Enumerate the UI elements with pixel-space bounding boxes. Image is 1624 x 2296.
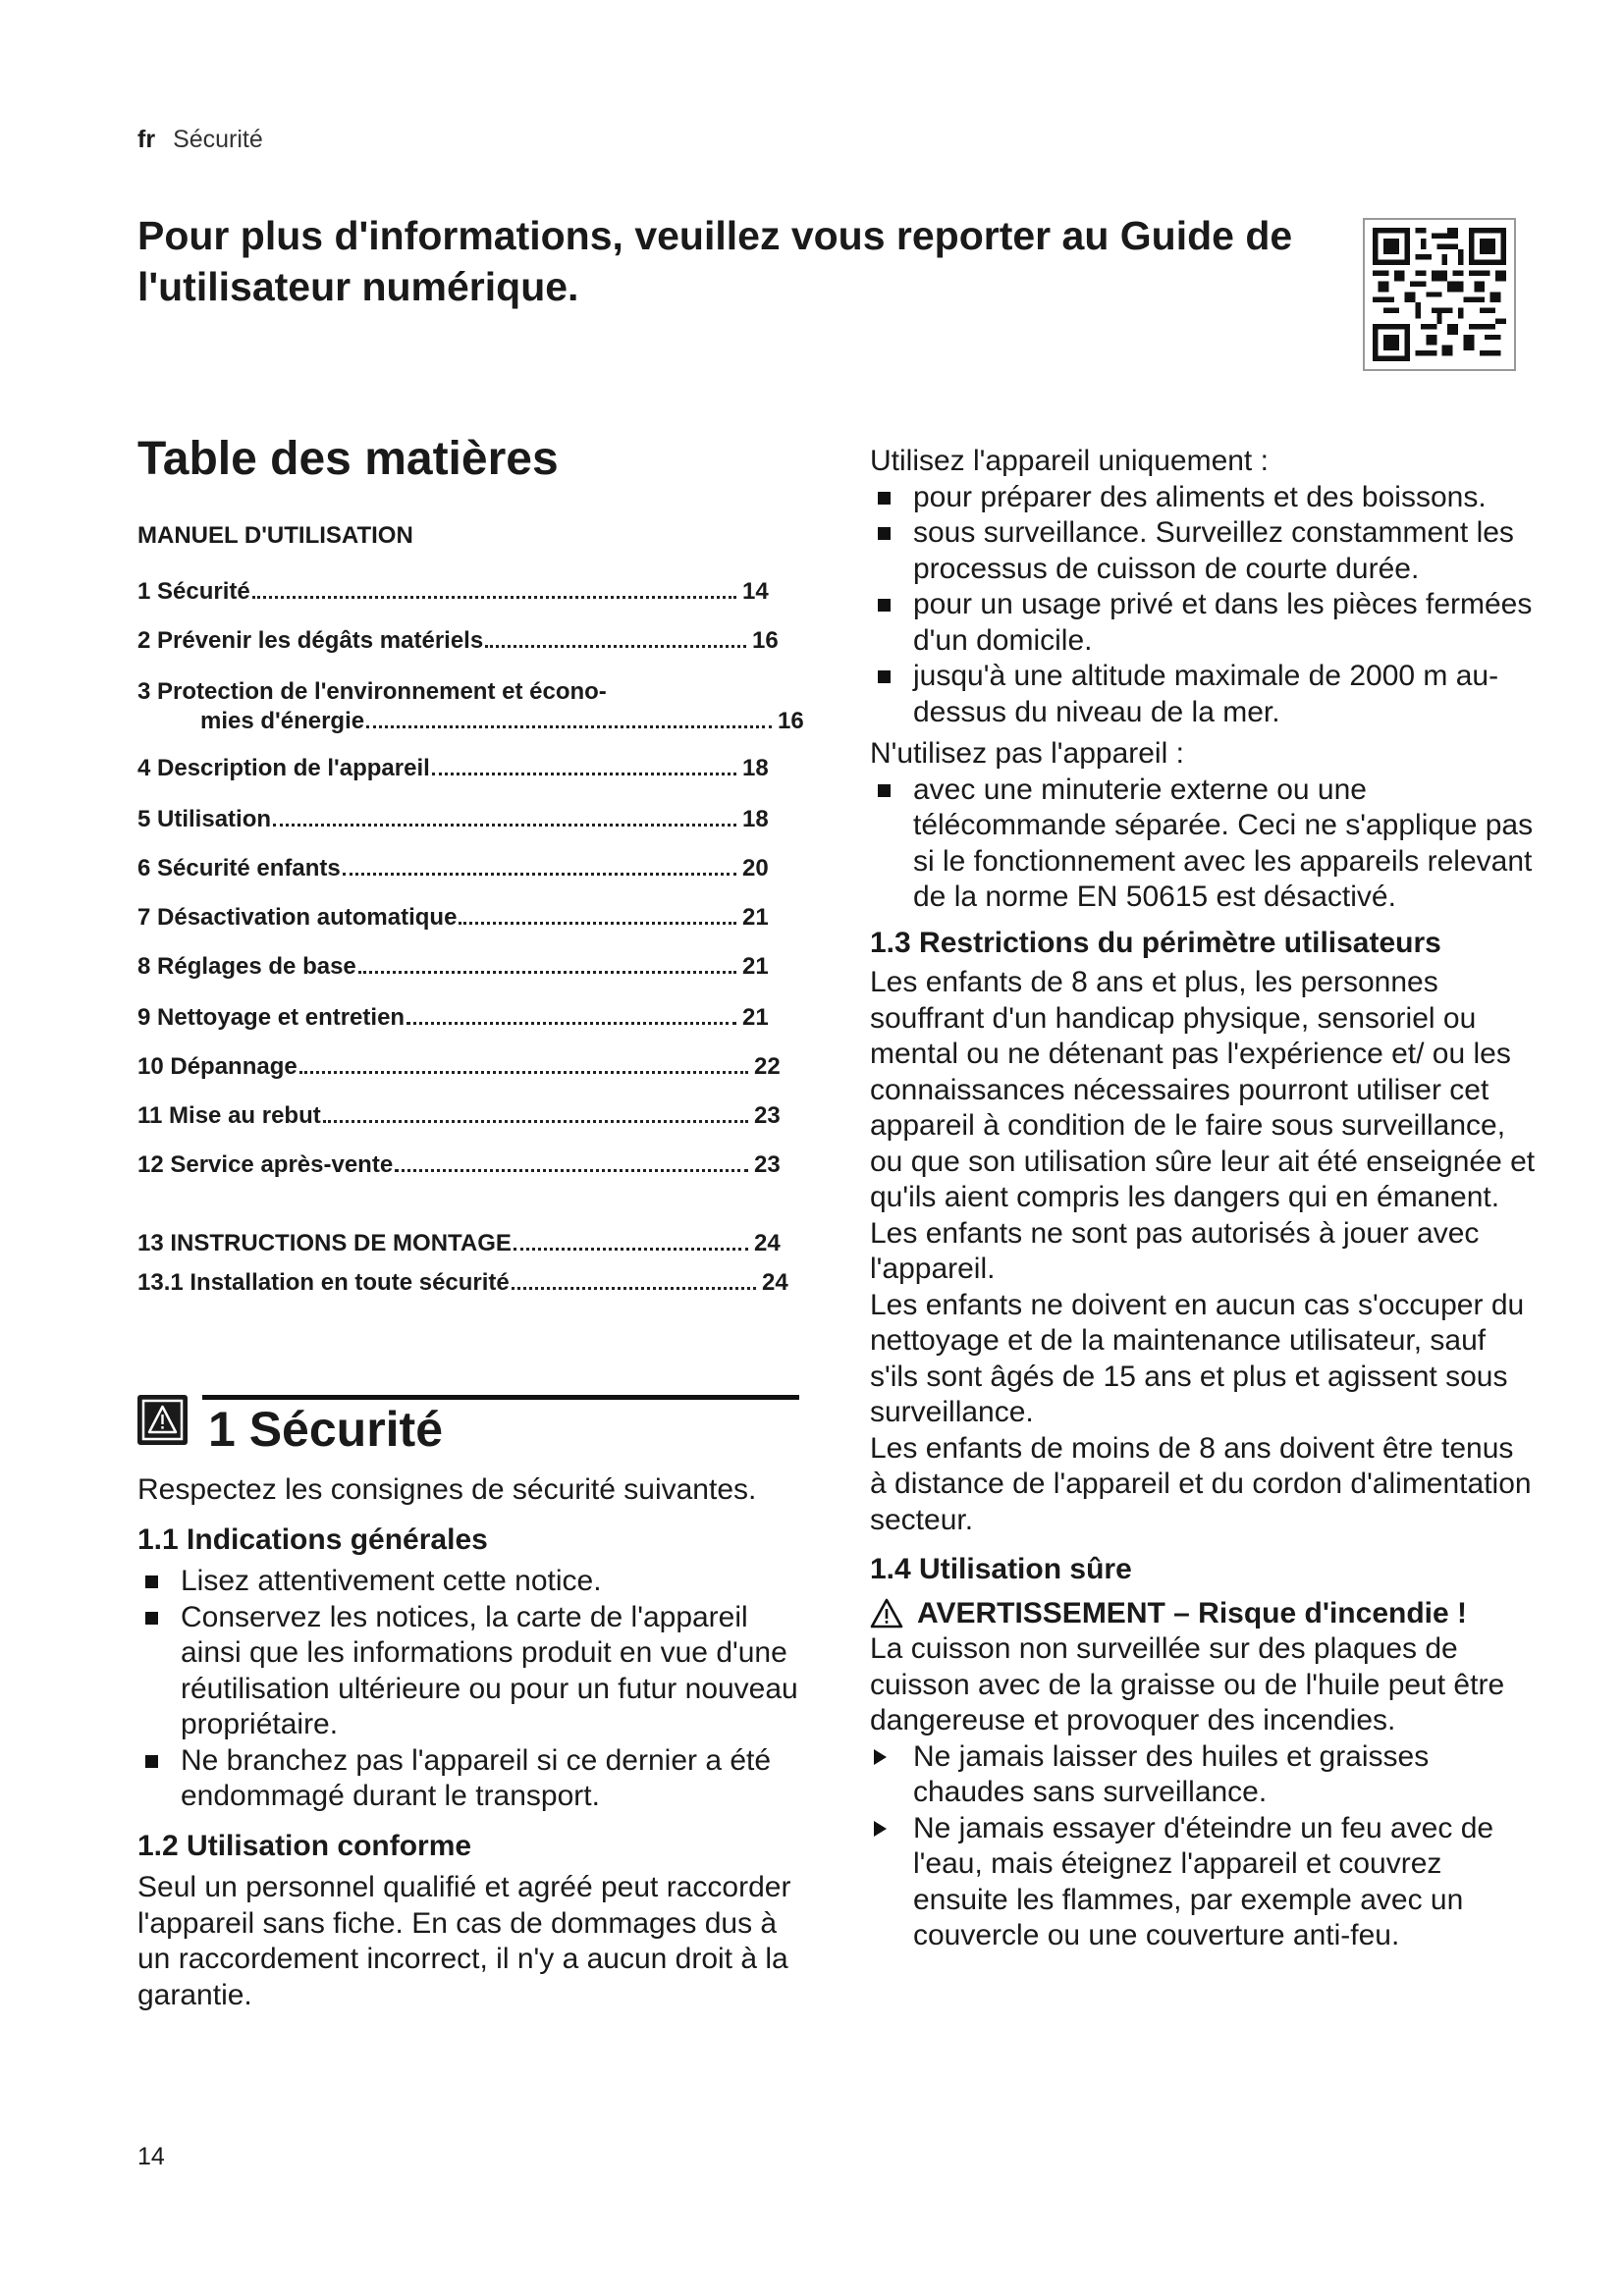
header-section: Sécurité (173, 126, 263, 153)
paragraph: Les enfants de moins de 8 ans doivent être tenus à distance de l'appareil et du cordon d'alimentation secteur. (870, 1431, 1532, 1536)
digital-guide-banner: Pour plus d'informations, veuillez vous reporter au Guide de l'utilisateur numérique. (137, 213, 1293, 309)
right-column (870, 444, 1538, 1954)
toc-entry[interactable]: 10 Dépannage 22 (137, 1053, 781, 1080)
fire-safety-steps (870, 1739, 1538, 1954)
toc-subtitle: MANUEL D'UTILISATION (137, 522, 413, 549)
toc-entry[interactable]: 8 Réglages de base 21 (137, 953, 769, 980)
list-item: Ne jamais essayer d'éteindre un feu avec de l'eau, mais éteignez l'appareil et couvrez ensuite les flammes, par exemple avec un couvercle ou une couverture anti-feu. (870, 1811, 1538, 1954)
toc-title: Table des matières (137, 433, 559, 485)
toc-entry[interactable]: 13 INSTRUCTIONS DE MONTAGE 24 (137, 1230, 781, 1256)
list-item: avec une minuterie externe ou une télécommande séparée. Ceci ne s'applique pas si le fonctionnement avec les appareils relevant de la norme EN 50615 est désactivé. (870, 773, 1538, 916)
toc-entry[interactable]: 12 Service après-vente 23 (137, 1151, 781, 1178)
toc-entry[interactable]: 7 Désactivation automatique 21 (137, 904, 769, 931)
heading-1-3: 1.3 Restrictions du périmètre utilisateurs (870, 926, 1441, 959)
warning-triangle-icon (870, 1598, 903, 1629)
toc-entry[interactable]: 11 Mise au rebut 23 (137, 1102, 781, 1129)
heading-1-4: 1.4 Utilisation sûre (870, 1553, 1132, 1585)
paragraph: La cuisson non surveillée sur des plaques de cuisson avec de la graisse ou de l'huile peut être dangereuse et provoquer des incendies. (870, 1632, 1505, 1736)
paragraph: N'utilisez pas l'appareil : (870, 737, 1184, 770)
toc-entry[interactable]: 3 Protection de l'environnement et écono- mies d'énergie 16 (137, 678, 804, 734)
section-intro: Respectez les consignes de sécurité suivantes. (137, 1473, 757, 1506)
heading-1-1: 1.1 Indications générales (137, 1522, 488, 1556)
paragraph: Les enfants ne doivent en aucun cas s'occuper du nettoyage et de la maintenance utilisateur, sauf s'ils sont âgés de 15 ans et plus et agissent sous surveillance. (870, 1288, 1525, 1428)
section-title: 1 Sécurité (208, 1402, 444, 1457)
paragraph: Les enfants ne sont pas autorisés à jouer avec l'appareil. (870, 1216, 1480, 1285)
list-item: Ne jamais laisser des huiles et graisses chaudes sans surveillance. (870, 1739, 1538, 1811)
page-number: 14 (137, 2143, 165, 2170)
running-header (137, 126, 263, 154)
list-item: sous surveillance. Surveillez constamment les processus de cuisson de courte durée. (870, 515, 1538, 587)
toc-entry[interactable]: 9 Nettoyage et entretien 21 (137, 1004, 769, 1031)
qr-code-icon (1373, 228, 1506, 361)
paragraph: Seul un personnel qualifié et agréé peut raccorder l'appareil sans fiche. En cas de dommages dus à un raccordement incorrect, il n'y a aucun droit à la garantie. (137, 1871, 791, 2011)
fire-warning: AVERTISSEMENT – Risque d'incendie ! (870, 1596, 1538, 1632)
list-item: Lisez attentivement cette notice. (137, 1564, 805, 1600)
toc-entry[interactable]: 4 Description de l'appareil 18 (137, 755, 769, 781)
toc-entry[interactable]: 2 Prévenir les dégâts matériels 16 (137, 627, 779, 654)
qr-code[interactable] (1363, 218, 1516, 371)
left-column (137, 1472, 805, 2013)
heading-1-2: 1.2 Utilisation conforme (137, 1829, 472, 1862)
toc-entry[interactable]: 1 Sécurité 14 (137, 578, 769, 605)
toc-entry[interactable]: 13.1 Installation en toute sécurité 24 (137, 1269, 788, 1296)
list-item: pour un usage privé et dans les pièces fermées d'un domicile. (870, 587, 1538, 659)
paragraph: Les enfants de 8 ans et plus, les personnes souffrant d'un handicap physique, sensoriel ou mental ou ne détenant pas l'expérience et/ ou les connaissances nécessaires pourront utiliser cet appareil à condition de le faire sous surveillance, ou que son utilisation sûre leur ait été enseignée et qu'ils aient compris les dangers qui en émanent. (870, 966, 1536, 1213)
list-item: jusqu'à une altitude maximale de 2000 m au-dessus du niveau de la mer. (870, 659, 1538, 730)
no-use-list (870, 773, 1538, 916)
toc-entry[interactable]: 5 Utilisation 18 (137, 806, 769, 832)
list-item: Ne branchez pas l'appareil si ce dernier a été endommagé durant le transport. (137, 1743, 805, 1815)
toc-entry[interactable]: 6 Sécurité enfants 20 (137, 855, 769, 881)
list-item: Conservez les notices, la carte de l'appareil ainsi que les informations produit en vue d'une réutilisation ultérieure ou pour un futur nouveau propriétaire. (137, 1600, 805, 1743)
paragraph: Utilisez l'appareil uniquement : (870, 445, 1269, 477)
list-item: pour préparer des aliments et des boissons. (870, 480, 1538, 516)
section-rule (202, 1395, 799, 1400)
language-code: fr (137, 126, 156, 153)
safety-warning-icon (137, 1395, 188, 1445)
general-indications-list (137, 1564, 805, 1815)
use-only-list (870, 480, 1538, 731)
